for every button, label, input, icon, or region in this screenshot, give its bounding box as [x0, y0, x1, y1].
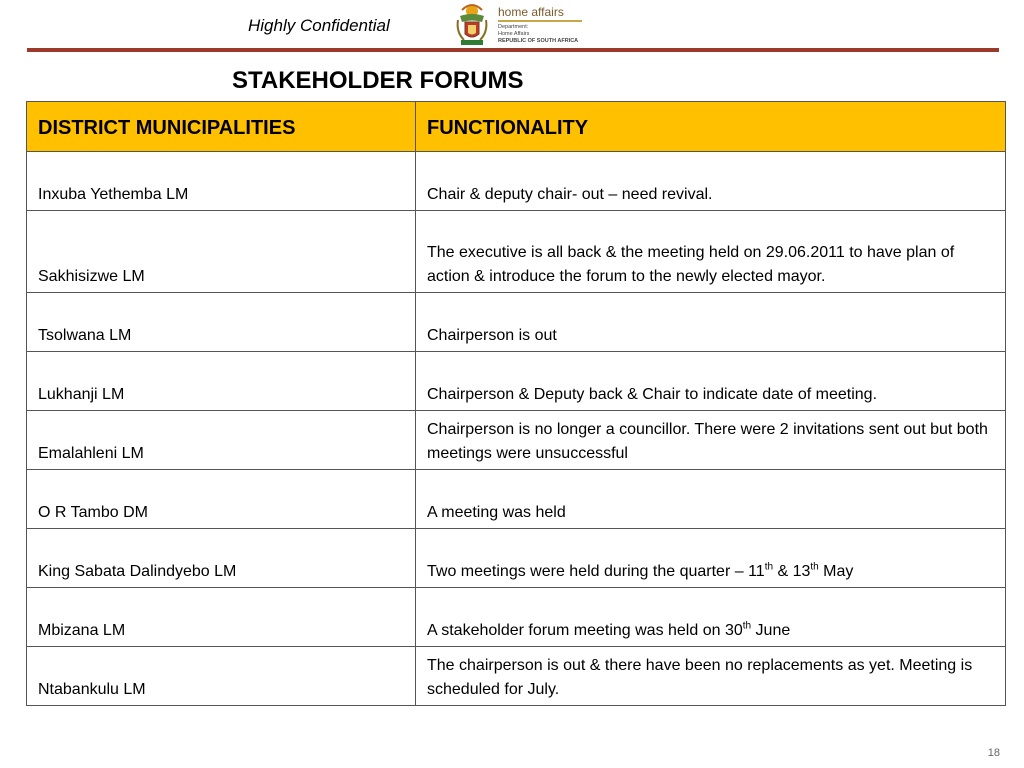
functionality-cell: Chairperson is out	[416, 293, 1006, 352]
column-header-municipalities: DISTRICT MUNICIPALITIES	[27, 102, 416, 152]
page-title: STAKEHOLDER FORUMS	[232, 67, 524, 94]
functionality-text: A stakeholder forum meeting was held on 30	[427, 622, 743, 639]
table-header-row	[27, 102, 1006, 152]
home-affairs-logo	[452, 2, 587, 50]
coat-of-arms-icon	[452, 2, 492, 48]
ordinal-suffix: th	[764, 561, 774, 573]
table-row	[27, 293, 1006, 352]
functionality-cell	[416, 588, 1006, 647]
table-row	[27, 529, 1006, 588]
ordinal-suffix: th	[742, 620, 752, 632]
functionality-cell: Chair & deputy chair- out – need revival.	[416, 152, 1006, 211]
municipality-cell: Sakhisizwe LM	[27, 211, 416, 293]
table-row	[27, 411, 1006, 470]
logo-divider	[498, 20, 582, 22]
table-row	[27, 211, 1006, 293]
municipality-cell: Ntabankulu LM	[27, 647, 416, 706]
table-row	[27, 647, 1006, 706]
functionality-cell: Chairperson is no longer a councillor. There were 2 invitations sent out but both meetings were unsuccessful	[416, 411, 1006, 470]
municipality-cell: Inxuba Yethemba LM	[27, 152, 416, 211]
municipality-cell: King Sabata Dalindyebo LM	[27, 529, 416, 588]
table-row	[27, 470, 1006, 529]
functionality-cell	[416, 529, 1006, 588]
logo-line-2: Home Affairs	[498, 31, 530, 37]
header-rule	[27, 48, 999, 52]
logo-line-3: REPUBLIC OF SOUTH AFRICA	[498, 38, 579, 44]
municipality-cell: Lukhanji LM	[27, 352, 416, 411]
functionality-text: & 13	[773, 563, 811, 580]
functionality-text: Two meetings were held during the quarter – 11	[427, 563, 765, 580]
stakeholder-forums-table	[26, 101, 1006, 706]
table-row	[27, 152, 1006, 211]
municipality-cell: Tsolwana LM	[27, 293, 416, 352]
functionality-text: May	[818, 563, 854, 580]
ordinal-suffix: th	[810, 561, 819, 573]
page-number: 18	[987, 747, 1000, 759]
column-header-functionality: FUNCTIONALITY	[416, 102, 1006, 152]
logo-name: home affairs	[498, 5, 564, 19]
functionality-cell: Chairperson & Deputy back & Chair to indicate date of meeting.	[416, 352, 1006, 411]
table-row	[27, 588, 1006, 647]
confidentiality-label: Highly Confidential	[248, 16, 390, 35]
functionality-cell: The chairperson is out & there have been no replacements as yet. Meeting is scheduled for July.	[416, 647, 1006, 706]
table-row	[27, 352, 1006, 411]
functionality-text: June	[751, 622, 791, 639]
functionality-cell: The executive is all back & the meeting held on 29.06.2011 to have plan of action & introduce the forum to the newly elected mayor.	[416, 211, 1006, 293]
municipality-cell: Emalahleni LM	[27, 411, 416, 470]
logo-line-1: Department:	[498, 24, 529, 30]
municipality-cell: O R Tambo DM	[27, 470, 416, 529]
functionality-cell: A meeting was held	[416, 470, 1006, 529]
municipality-cell: Mbizana LM	[27, 588, 416, 647]
